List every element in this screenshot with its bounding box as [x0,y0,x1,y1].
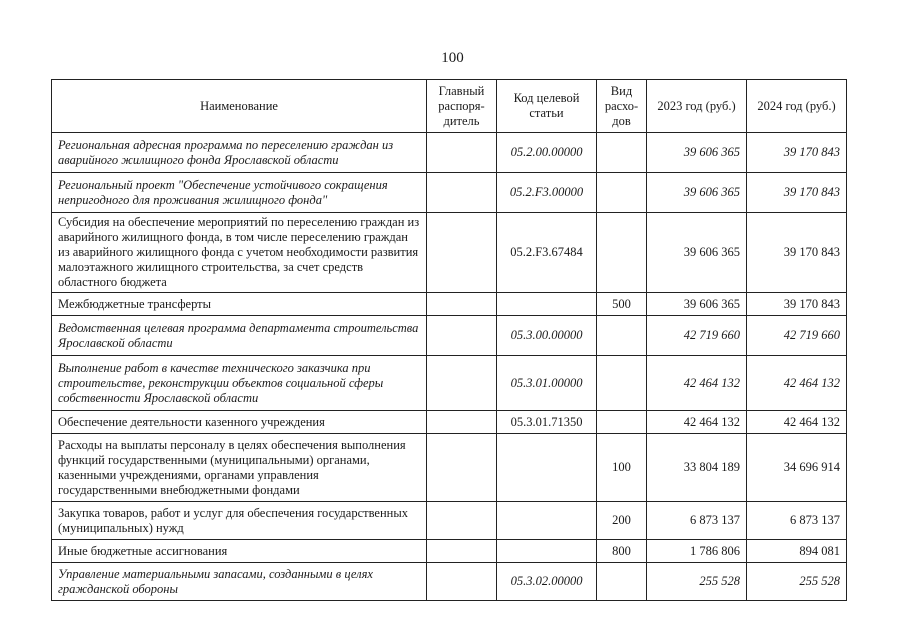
row-name: Расходы на выплаты персоналу в целях обеспечения выполнения функций государственными (муниципальными) органами, казенными учреждениями, органами управления государственными внебюджетными фондами [52,434,427,502]
table-row [52,411,847,434]
row-2024: 39 170 843 [747,213,847,293]
row-manager [427,502,497,540]
row-name: Иные бюджетные ассигнования [52,540,427,563]
row-kind [597,316,647,356]
table-row [52,356,847,411]
row-kind [597,213,647,293]
row-name: Закупка товаров, работ и услуг для обеспечения государственных (муниципальных) нужд [52,502,427,540]
row-manager [427,173,497,213]
row-2023: 39 606 365 [647,213,747,293]
row-code: 05.3.00.00000 [497,316,597,356]
row-2023: 42 464 132 [647,411,747,434]
row-2024: 42 464 132 [747,411,847,434]
row-2024: 39 170 843 [747,293,847,316]
table-row [52,133,847,173]
row-2024: 6 873 137 [747,502,847,540]
header-code: Код целевой статьи [497,80,597,133]
table-row [52,316,847,356]
table-row [52,213,847,293]
row-kind [597,563,647,601]
row-kind: 100 [597,434,647,502]
row-manager [427,293,497,316]
row-name: Субсидия на обеспечение мероприятий по переселению граждан из аварийного жилищного фонда, в том числе переселению граждан из аварийного жилищного фонда с учетом необходимости развития малоэтажного жилищного строительства, за счет средств областного бюджета [52,213,427,293]
row-manager [427,213,497,293]
row-code: 05.3.01.00000 [497,356,597,411]
row-2023: 42 719 660 [647,316,747,356]
row-2024: 39 170 843 [747,133,847,173]
row-kind [597,356,647,411]
row-code [497,502,597,540]
row-2023: 39 606 365 [647,293,747,316]
row-name: Региональная адресная программа по переселению граждан из аварийного жилищного фонда Ярославской области [52,133,427,173]
row-2023: 42 464 132 [647,356,747,411]
row-2023: 255 528 [647,563,747,601]
row-manager [427,133,497,173]
row-2024: 34 696 914 [747,434,847,502]
header-kind: Вид расхо-дов [597,80,647,133]
row-2024: 894 081 [747,540,847,563]
header-2023: 2023 год (руб.) [647,80,747,133]
row-code: 05.3.02.00000 [497,563,597,601]
row-manager [427,411,497,434]
table-row [52,540,847,563]
row-2024: 255 528 [747,563,847,601]
row-2024: 42 719 660 [747,316,847,356]
page-number: 100 [441,50,464,66]
row-name: Обеспечение деятельности казенного учреждения [52,411,427,434]
row-kind: 200 [597,502,647,540]
row-manager [427,563,497,601]
row-manager [427,316,497,356]
row-2023: 1 786 806 [647,540,747,563]
row-name: Ведомственная целевая программа департамента строительства Ярославской области [52,316,427,356]
row-2023: 33 804 189 [647,434,747,502]
row-kind: 800 [597,540,647,563]
header-manager: Главный распоря-дитель [427,80,497,133]
row-code: 05.2.F3.00000 [497,173,597,213]
row-kind [597,173,647,213]
row-code [497,540,597,563]
table-row [52,563,847,601]
row-kind [597,133,647,173]
row-name: Региональный проект "Обеспечение устойчивого сокращения непригодного для проживания жилищного фонда" [52,173,427,213]
table-row [52,502,847,540]
row-manager [427,434,497,502]
row-name: Выполнение работ в качестве технического заказчика при строительстве, реконструкции объектов социальной сферы собственности Ярославской области [52,356,427,411]
row-2023: 39 606 365 [647,173,747,213]
row-code [497,434,597,502]
table-header-row [52,80,847,133]
row-code: 05.2.F3.67484 [497,213,597,293]
row-2023: 39 606 365 [647,133,747,173]
row-code: 05.3.01.71350 [497,411,597,434]
table-row [52,173,847,213]
table-row [52,293,847,316]
row-name: Межбюджетные трансферты [52,293,427,316]
row-manager [427,356,497,411]
table-row [52,434,847,502]
row-code [497,293,597,316]
row-kind [597,411,647,434]
row-2024: 42 464 132 [747,356,847,411]
row-code: 05.2.00.00000 [497,133,597,173]
row-manager [427,540,497,563]
row-2023: 6 873 137 [647,502,747,540]
budget-table [51,79,847,601]
header-name: Наименование [52,80,427,133]
row-kind: 500 [597,293,647,316]
row-2024: 39 170 843 [747,173,847,213]
header-2024: 2024 год (руб.) [747,80,847,133]
row-name: Управление материальными запасами, созданными в целях гражданской обороны [52,563,427,601]
